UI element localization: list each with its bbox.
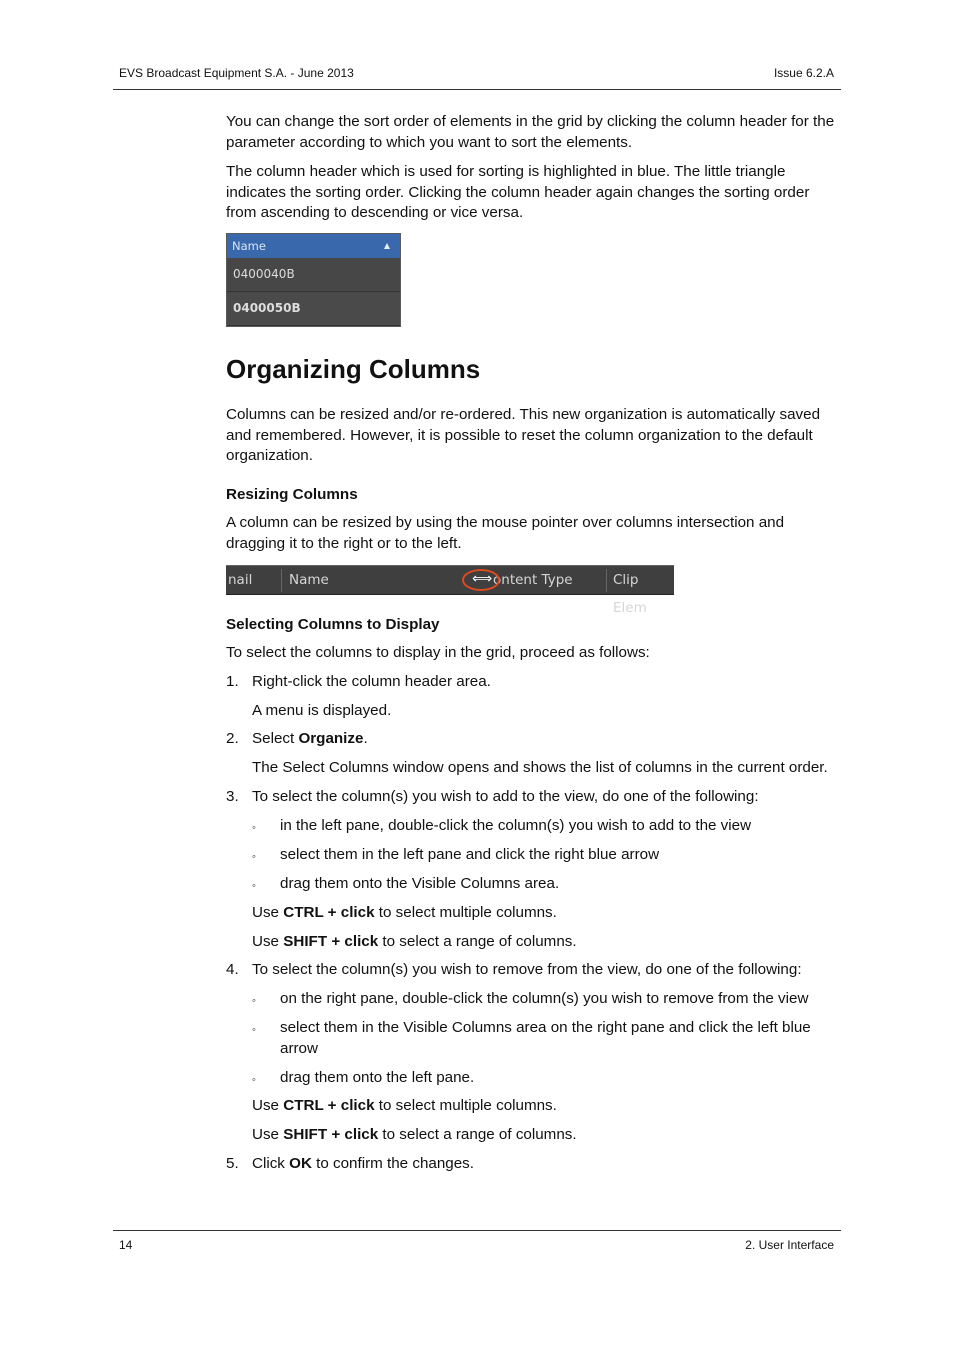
- bullet-icon: ◦: [252, 822, 256, 834]
- intro-paragraph-2: The column header which is used for sorting is highlighted in blue. The little triangle indicates the sorting order. Clicking the column header again changes the sorting order from ascending to descending or vice versa.: [226, 163, 810, 221]
- header-right: Issue 6.2.A: [773, 66, 834, 80]
- bullet-icon: ◦: [252, 880, 256, 892]
- resizing-heading: Resizing Columns: [226, 486, 358, 503]
- step-4-shift-note: Use SHIFT + click to select a range of columns.: [252, 1126, 577, 1143]
- step-number: 1.: [226, 673, 239, 690]
- header-rule: [113, 89, 841, 90]
- step-number: 5.: [226, 1155, 239, 1172]
- header-left: EVS Broadcast Equipment S.A. - June 2013: [119, 66, 354, 80]
- bullet-icon: ◦: [252, 995, 256, 1007]
- sort-grid-header-label: Name: [232, 239, 266, 253]
- sort-ascending-icon: [384, 243, 390, 249]
- sort-grid-row: 0400040B: [227, 258, 400, 292]
- step-4-bullet: on the right pane, double-click the column(s) you wish to remove from the view: [280, 990, 809, 1007]
- step-1-note: A menu is displayed.: [252, 702, 392, 719]
- resize-cursor-icon: ⟺: [472, 571, 493, 587]
- step-3-bullet: select them in the left pane and click the right blue arrow: [280, 846, 660, 863]
- section-title: Organizing Columns: [226, 354, 481, 384]
- step-2-text: Select Organize.: [252, 730, 368, 747]
- step-4-ctrl-note: Use CTRL + click to select multiple columns.: [252, 1097, 557, 1114]
- selecting-heading: Selecting Columns to Display: [226, 616, 440, 633]
- strip-divider: [606, 569, 607, 592]
- strip-divider: [281, 569, 282, 592]
- footer-chapter: 2. User Interface: [745, 1238, 834, 1252]
- page-number: 14: [119, 1238, 133, 1252]
- sort-grid-screenshot: [226, 233, 401, 327]
- sort-grid-row: 0400050B: [227, 292, 400, 326]
- strip-cell-clip-element: Clip Elem: [613, 572, 647, 616]
- column-header-strip-screenshot: [226, 565, 674, 616]
- step-4-text: To select the column(s) you wish to remove from the view, do one of the following:: [252, 961, 802, 978]
- step-3-ctrl-note: Use CTRL + click to select multiple columns.: [252, 904, 557, 921]
- step-3-text: To select the column(s) you wish to add to the view, do one of the following:: [252, 788, 759, 805]
- step-number: 3.: [226, 788, 239, 805]
- step-number: 2.: [226, 730, 239, 747]
- section-paragraph: Columns can be resized and/or re-ordered. This new organization is automatically saved and remembered. However, it is possible to reset the column organization to the default organization.: [226, 406, 821, 464]
- step-5-text: Click OK to confirm the changes.: [252, 1155, 474, 1172]
- strip-cell-content-type: ontent Type: [493, 572, 573, 588]
- intro-paragraph-1: You can change the sort order of elements in the grid by clicking the column header for the parameter according to which you want to sort the elements.: [226, 113, 835, 151]
- step-3-shift-note: Use SHIFT + click to select a range of columns.: [252, 933, 577, 950]
- bullet-icon: ◦: [252, 1024, 256, 1036]
- strip-cell-name: Name: [289, 572, 329, 588]
- step-3-bullet: drag them onto the Visible Columns area.: [280, 875, 560, 892]
- sort-grid-header: [227, 234, 400, 258]
- strip-cell-thumbnail: nail: [228, 572, 253, 588]
- step-3-bullet: in the left pane, double-click the column(s) you wish to add to the view: [280, 817, 752, 834]
- footer-rule: [113, 1230, 841, 1231]
- step-number: 4.: [226, 961, 239, 978]
- resizing-text: A column can be resized by using the mouse pointer over columns intersection and dragging it to the right or to the left.: [226, 514, 785, 552]
- step-2-note: The Select Columns window opens and shows the list of columns in the current order.: [252, 759, 828, 776]
- step-1-text: Right-click the column header area.: [252, 673, 491, 690]
- step-4-bullet: drag them onto the left pane.: [280, 1069, 475, 1086]
- intro-text: [226, 112, 842, 224]
- bullet-icon: ◦: [252, 851, 256, 863]
- step-4-bullet: select them in the Visible Columns area on the right pane and click the left blue arrow: [280, 1019, 811, 1057]
- selecting-intro: To select the columns to display in the grid, proceed as follows:: [226, 644, 650, 661]
- bullet-icon: ◦: [252, 1074, 256, 1086]
